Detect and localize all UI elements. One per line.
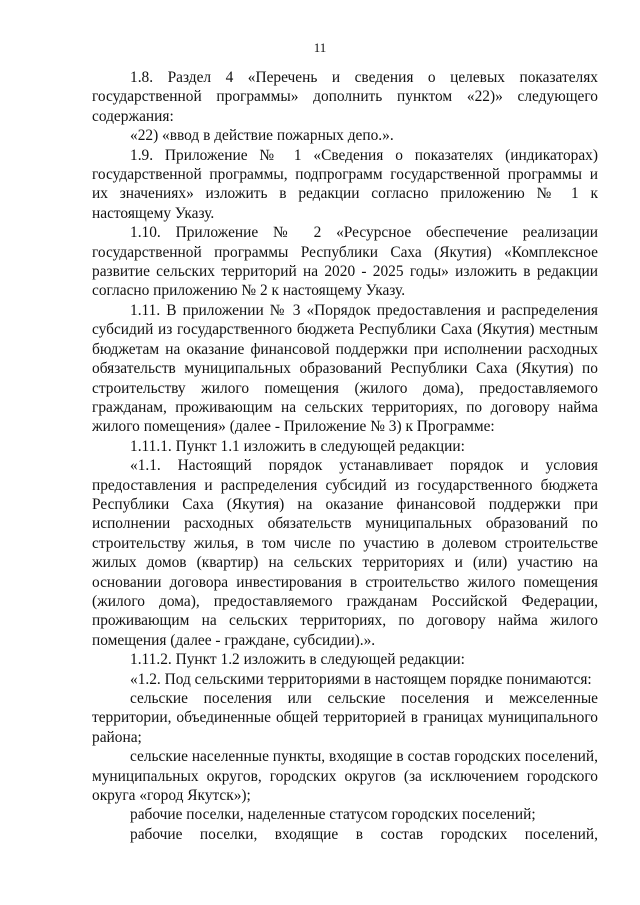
paragraph-22-item: «22) «ввод в действие пожарных депо.». [130,127,394,145]
paragraph-rural-settlements: сельские поселения или сельские поселения и межселенные территории, объединенные общей территорией в границах муниципального района; [92,690,598,746]
paragraph-1-10: 1.10. Приложение № 2 «Ресурсное обеспечение реализации государственной программы Республики Саха (Якутия) «Комплексное развитие сельских территорий на 2020 - 2025 годы» изложить в редакции согласно приложению № 2 к настоящему Указу. [92,224,598,300]
paragraph-1-11-2: 1.11.2. Пункт 1.2 изложить в следующей редакции: [130,651,465,669]
paragraph-rural-localities: сельские населенные пункты, входящие в состав городских поселений, муниципальных округов, городских округов (за исключением городского округа «город Якутск»); [92,748,598,805]
paragraph-work-settlements-status: рабочие поселки, наделенные статусом городских поселений; [130,806,536,824]
paragraph-quote-1-1: «1.1. Настоящий порядок устанавливает порядок и условия предоставления и распределения субсидий из государственного бюджета Республики Саха (Якутия) на оказание финансовой поддержки при исполнении расходных обязательств муниципальных образований по строительству жилья, в том числе по участию в долевом строительстве жилых домов (квартир) на сельских территориях и (или) участию на основании договора инвестирования в строительство жилого помещения (жилого дома), предоставляемого гражданам Российской Федерации, проживающим на сельских территориях, по договору найма жилого помещения (далее - граждане, субсидии).». [92,457,598,649]
paragraph-quote-1-2: «1.2. Под сельскими территориями в настоящем порядке понимаются: [130,670,592,688]
paragraph-work-settlements-part: рабочие поселки, входящие в состав городских поселений, [130,825,598,843]
paragraph-1-11: 1.11. В приложении № 3 «Порядок предоставления и распределения субсидий из государственного бюджета Республики Саха (Якутия) местным бюджетам на оказание финансовой поддержки при исполнении расходных обязательств муниципальных образований Республики Саха (Якутия) по строительству жилого помещения (жилого дома), предоставляемого гражданам, проживающим на сельских территориях, по договору найма жилого помещения» (далее - Приложение № 3) к Программе: [92,301,598,436]
paragraph-1-11-1: 1.11.1. Пункт 1.1 изложить в следующей редакции: [130,437,465,455]
paragraph-1-8: 1.8. Раздел 4 «Перечень и сведения о целевых показателях государственной программы» дополнить пунктом «22)» следующего содержания: [92,69,598,125]
page-number: 11 [313,40,327,55]
document-body [92,68,598,844]
paragraph-1-9: 1.9. Приложение № 1 «Сведения о показателях (индикаторах) государственной программы, подпрограмм государственной программы и их значениях» изложить в редакции согласно приложению № 1 к настоящему Указу. [92,146,598,222]
